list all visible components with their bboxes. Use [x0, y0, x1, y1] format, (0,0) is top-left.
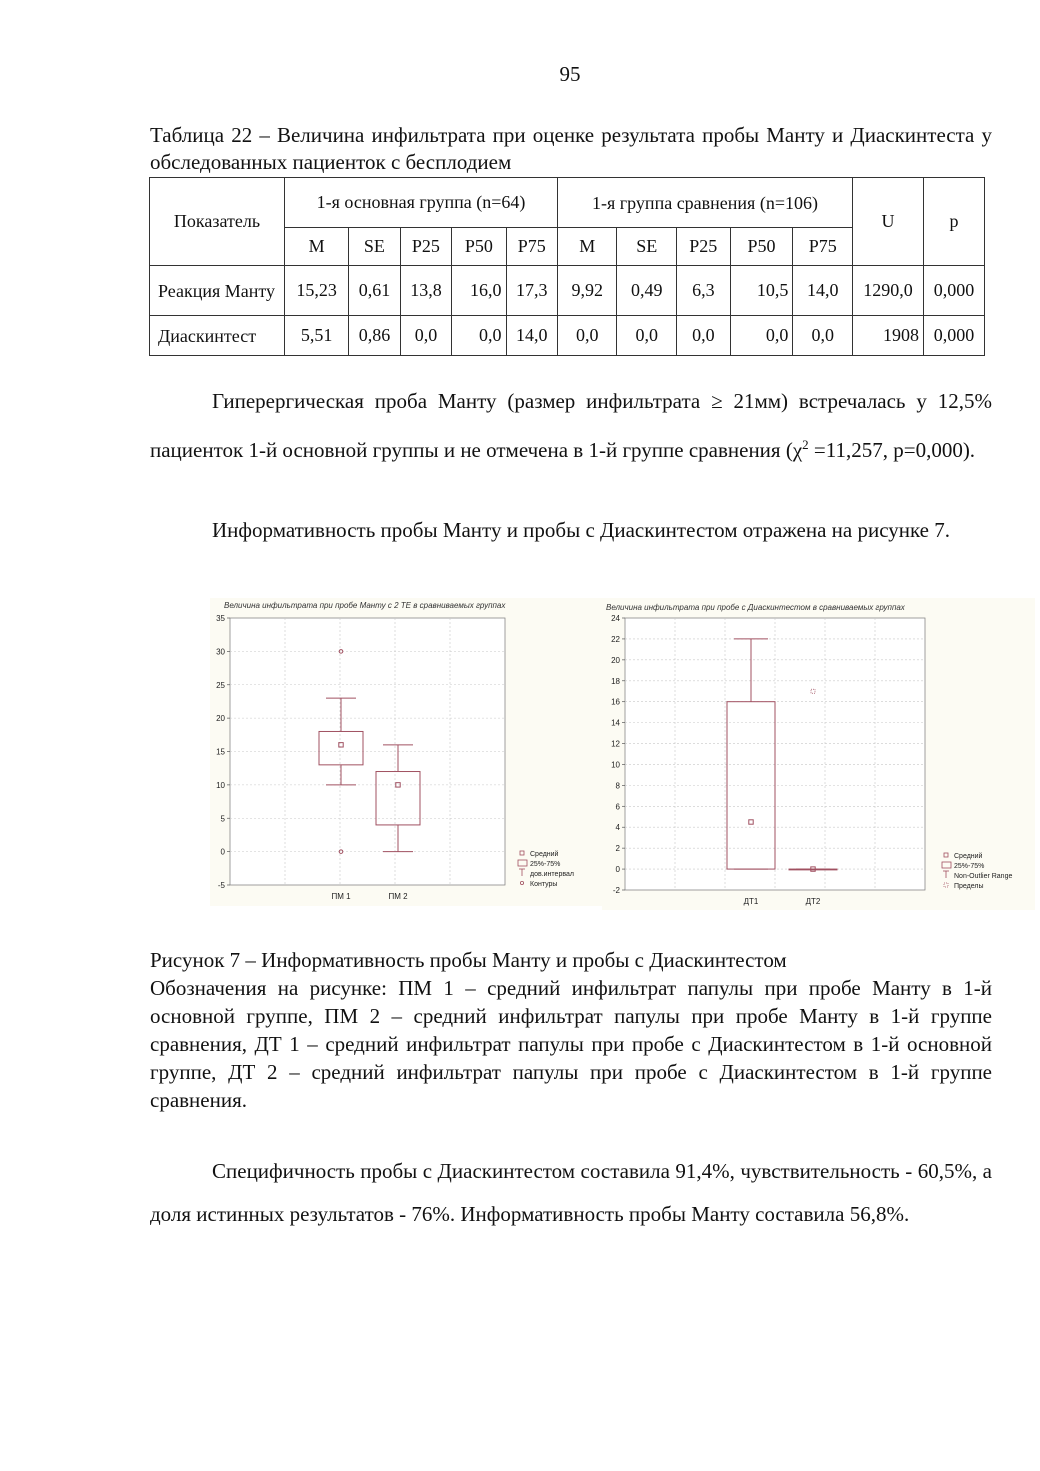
y-tick-label: 0 — [220, 847, 225, 857]
legend-label: Контуры — [530, 881, 558, 888]
table-cell: 15,23 — [285, 266, 349, 316]
subcol: P25 — [400, 228, 452, 266]
chart-title: Величина инфильтрата при пробе Манту с 2 ТЕ в сравниваемых группах — [224, 601, 506, 610]
y-tick-label: 24 — [611, 614, 620, 623]
legend-label: Средний — [954, 853, 983, 860]
table-cell: 17,3 — [506, 266, 558, 316]
legend-mean-icon — [520, 851, 524, 855]
table-cell: 16,0 — [452, 266, 506, 316]
box-iqr — [789, 869, 837, 870]
table-cell: 13,8 — [400, 266, 452, 316]
y-tick-label: 16 — [611, 697, 620, 707]
table-cell: 0,0 — [793, 316, 853, 356]
table-cell: 1290,0 — [853, 266, 924, 316]
y-tick-label: 20 — [611, 655, 620, 665]
figure-caption-body: Обозначения на рисунке: ПМ 1 – средний инфильтрат папулы при пробе Манту в 1-й основной группе, ПМ 2 – средний инфильтрат папулы при пробе Манту в 1-й группе сравнения, ДТ 1 – средний инфильтрат папулы при пробе с Диаскинтестом в 1-й основной группе, ДТ 2 – средний инфильтрат папулы при пробе с Диаскинтестом в 1-й группе сравнения. — [150, 976, 992, 1112]
figure-caption — [150, 946, 992, 1114]
table-cell: 5,51 — [285, 316, 349, 356]
header-p: p — [924, 178, 985, 266]
y-tick-label: 15 — [216, 747, 225, 757]
table-row — [150, 266, 985, 316]
y-tick-label: -2 — [612, 886, 620, 895]
y-tick-label: 8 — [615, 781, 620, 791]
y-tick-label: 10 — [216, 780, 225, 790]
legend-label: 25%-75% — [954, 863, 985, 870]
y-tick-label: 35 — [216, 614, 225, 623]
table-cell: 0,0 — [558, 316, 617, 356]
subcol: P50 — [730, 228, 793, 266]
y-tick-label: 18 — [611, 676, 620, 686]
y-tick-label: 12 — [611, 739, 620, 749]
table-cell: 9,92 — [558, 266, 617, 316]
table-row — [150, 316, 985, 356]
y-tick-label: 5 — [220, 814, 225, 824]
x-tick-label: ПМ 2 — [388, 892, 408, 901]
y-tick-label: 10 — [611, 760, 620, 770]
legend-label: Пределы — [954, 883, 984, 890]
table-cell: 0,86 — [349, 316, 401, 356]
paragraph-text: Гиперергическая проба Манту (размер инфильтрата ≥ 21мм) встречалась у 12,5% пациенток 1-й основной группы и не отмечена в 1-й группе сравнения (χ — [150, 389, 992, 462]
table-cell: 0,49 — [617, 266, 676, 316]
paragraph-hyperergic — [150, 380, 992, 472]
superscript: 2 — [802, 437, 809, 452]
table-cell: 0,0 — [617, 316, 676, 356]
table-cell: 0,0 — [676, 316, 730, 356]
subcol: M — [558, 228, 617, 266]
table-cell: 0,0 — [730, 316, 793, 356]
table-cell: 0,000 — [924, 266, 985, 316]
table-cell: 0,61 — [349, 266, 401, 316]
paragraph-specificity: Специфичность пробы с Диаскинтестом составила 91,4%, чувствительность - 60,5%, а доля истинных результатов - 76%. Информативность пробы Манту составила 56,8%. — [150, 1159, 992, 1226]
chart-diaskintest — [602, 598, 1035, 910]
y-tick-label: -5 — [217, 881, 225, 890]
row-label: Реакция Манту — [150, 266, 285, 316]
legend-label: Non-Outlier Range — [954, 873, 1013, 880]
chart-title: Величина инфильтрата при пробе с Диаскинтестом в сравниваемых группах — [606, 603, 905, 612]
y-tick-label: 2 — [615, 844, 620, 854]
header-group2: 1-я группа сравнения (n=106) — [558, 178, 853, 228]
table-cell: 14,0 — [793, 266, 853, 316]
row-label: Диаскинтест — [150, 316, 285, 356]
y-tick-label: 22 — [611, 634, 620, 644]
table-cell: 0,0 — [452, 316, 506, 356]
y-tick-label: 30 — [216, 647, 225, 657]
y-tick-label: 25 — [216, 680, 225, 690]
table-cell: 0,0 — [400, 316, 452, 356]
paragraph-text: =11,257, p=0,000). — [808, 438, 976, 462]
table-cell: 1908 — [853, 316, 924, 356]
y-tick-label: 6 — [615, 802, 620, 812]
y-tick-label: 14 — [611, 718, 620, 728]
subcol: P25 — [676, 228, 730, 266]
subcol: P75 — [793, 228, 853, 266]
subcol: P75 — [506, 228, 558, 266]
legend-label: 25%-75% — [530, 861, 561, 868]
legend-box-icon — [942, 862, 951, 868]
table-cell: 6,3 — [676, 266, 730, 316]
header-u: U — [853, 178, 924, 266]
legend-mean-icon — [944, 853, 948, 857]
x-tick-label: ДТ2 — [805, 897, 821, 906]
y-tick-label: 4 — [615, 823, 620, 833]
subcol: SE — [349, 228, 401, 266]
chart-mantoux — [210, 598, 602, 906]
legend-label: Средний — [530, 851, 559, 858]
legend-extreme-icon — [944, 883, 948, 887]
legend-box-icon — [518, 860, 527, 866]
legend-outlier-icon — [520, 881, 523, 884]
legend-label: дов.интервал — [530, 871, 574, 878]
table-cell: 0,000 — [924, 316, 985, 356]
x-tick-label: ПМ 1 — [331, 892, 351, 901]
header-group1: 1-я основная группа (n=64) — [285, 178, 558, 228]
y-tick-label: 20 — [216, 714, 225, 724]
subcol: M — [285, 228, 349, 266]
results-table — [149, 177, 985, 356]
page-number: 95 — [559, 62, 581, 86]
table-cell: 14,0 — [506, 316, 558, 356]
subcol: P50 — [452, 228, 506, 266]
x-tick-label: ДТ1 — [743, 897, 759, 906]
subcol: SE — [617, 228, 676, 266]
header-indicator: Показатель — [150, 178, 285, 266]
table-caption: Таблица 22 – Величина инфильтрата при оценке результата пробы Манту и Диаскинтеста у обследованных пациенток с бесплодием — [150, 123, 992, 174]
paragraph-informativeness: Информативность пробы Манту и пробы с Диаскинтестом отражена на рисунке 7. — [212, 518, 950, 542]
table-cell: 10,5 — [730, 266, 793, 316]
figure-caption-title: Рисунок 7 – Информативность пробы Манту и пробы с Диаскинтестом — [150, 948, 787, 972]
y-tick-label: 0 — [615, 865, 620, 875]
